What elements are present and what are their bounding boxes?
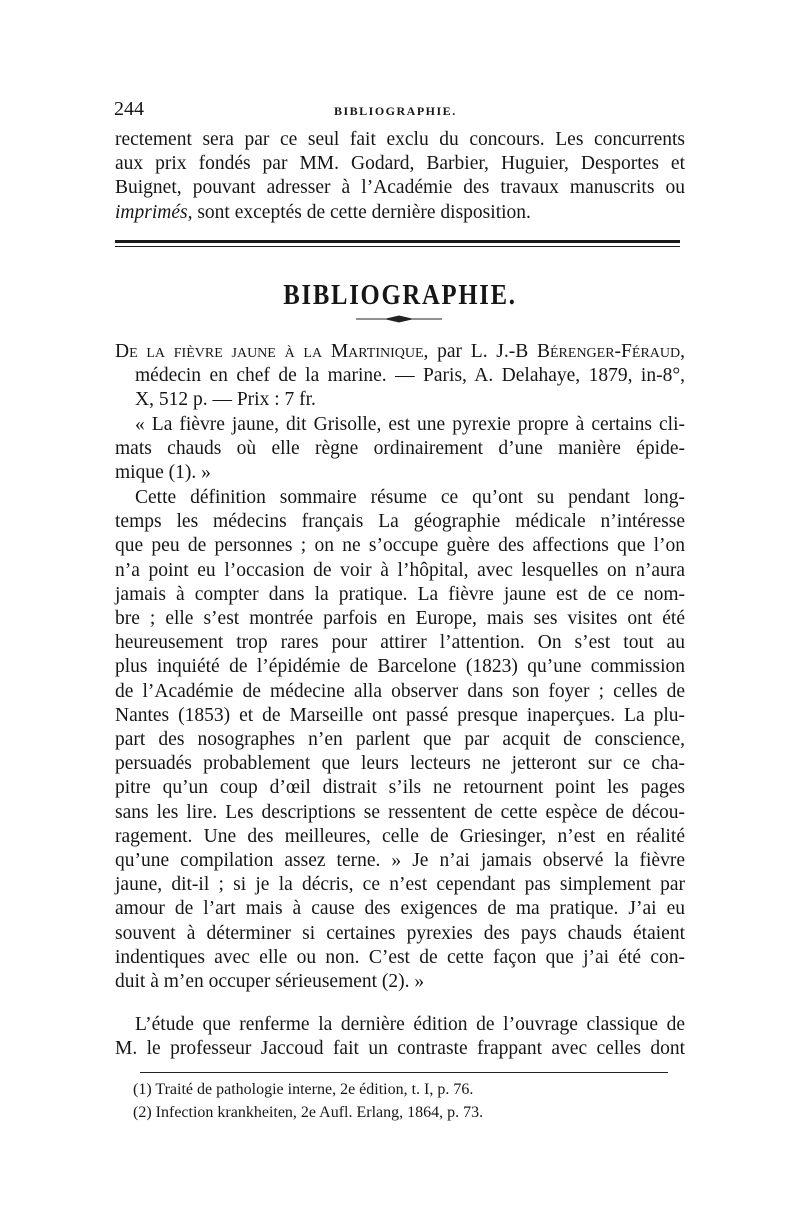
text-line: souvent à déterminer si certaines pyrexies des pays chauds étaient — [115, 922, 685, 944]
body-paragraph — [115, 1013, 685, 1061]
text-line: jamais à compter dans la pratique. La fièvre jaune est de ce nom- — [115, 583, 685, 605]
text-line: pitre qu’un coup d’œil distrait s’ils ne retournent point les pages — [115, 777, 685, 799]
text-line: M. le professeur Jaccoud fait un contraste frappant avec celles dont — [115, 1038, 685, 1060]
text-line — [115, 340, 685, 364]
section-title: BIBLIOGRAPHIE. — [283, 280, 517, 311]
text-line: ragement. Une des meilleures, celle de Griesinger, n’est en réalité — [115, 825, 685, 847]
text-fragment: sont exceptés de cette dernière disposition. — [192, 201, 531, 223]
text-line: Nantes (1853) et de Marseille ont passé presque inaperçues. La plu- — [115, 704, 685, 726]
text-line: indentiques avec elle ou non. C’est de cette façon que j’ai été con- — [115, 946, 685, 968]
footnote: (2) Infection krankheiten, 2e Aufl. Erlang, 1864, p. 73. — [133, 1104, 484, 1121]
text-line: sans les lire. Les descriptions se ressentent de cette espèce de décou- — [115, 801, 685, 823]
text-line: X, 512 p. — Prix : 7 fr. — [135, 389, 316, 411]
text-line — [115, 201, 685, 225]
ornament-divider — [356, 314, 442, 324]
text-line: n’a point eu l’occasion de voir à l’hôpital, avec lesquelles on n’aura — [115, 559, 685, 581]
text-fragment: par L. J.-B — [428, 341, 537, 362]
text-line: qu’une compilation assez terne. » Je n’ai jamais observé la fièvre — [115, 850, 685, 872]
text-line: mats chauds où elle règne ordinairement d’une manière épide- — [115, 438, 685, 460]
text-line: heureusement trop rares pour attirer l’attention. On s’est tout au — [115, 632, 685, 654]
text-line: duit à m’en occuper sérieusement (2). » — [115, 971, 425, 993]
page-header — [112, 98, 690, 122]
text-line: que peu de personnes ; on ne s’occupe guère des affections que l’on — [115, 535, 685, 557]
text-line: amour de l’art mais à cause des exigences de ma pratique. J’ai eu — [115, 898, 685, 920]
text-line: bre ; elle s’est montrée parfois en Europe, mais ses visites ont été — [115, 608, 685, 630]
intro-paragraph — [115, 128, 685, 225]
footnotes — [133, 1078, 693, 1124]
text-line: Cette définition sommaire résume ce qu’ont su pendant long- — [135, 487, 685, 508]
review-heading — [115, 340, 685, 413]
text-line: Buignet, pouvant adresser à l’Académie des travaux manuscrits ou — [115, 177, 685, 199]
footnote: (1) Traité de pathologie interne, 2e édition, t. I, p. 76. — [133, 1081, 474, 1098]
text-line: mique (1). » — [115, 462, 211, 484]
text-line: persuadés probablement que leurs lecteurs ne jetteront sur ce cha- — [115, 753, 685, 775]
text-line: temps les médecins français La géographie médicale n’intéresse — [115, 511, 685, 533]
text-line: rectement sera par ce seul fait exclu du concours. Les concurrents — [115, 129, 685, 150]
book-author: Bérenger-Féraud, — [537, 341, 685, 362]
double-rule-top — [115, 240, 680, 243]
text-line: jaune, dit-il ; si je la décris, ce n’est cependant pas simplement par — [115, 874, 685, 896]
text-line: « La fièvre jaune, dit Grisolle, est une pyrexie propre à certains cli- — [135, 414, 685, 435]
quote-paragraph — [115, 413, 685, 486]
text-line: médecin en chef de la marine. — Paris, A. Delahaye, 1879, in-8°, — [135, 365, 685, 387]
body-paragraph — [115, 486, 685, 994]
page-number: 244 — [114, 98, 144, 120]
text-line: de l’Académie de médecine alla observer dans son foyer ; celles de — [115, 680, 685, 702]
italic-word: imprimés, — [115, 201, 193, 223]
text-line: plus inquiété de l’épidémie de Barcelone (1823) qu’une commission — [115, 656, 685, 678]
text-line: aux prix fondés par MM. Godard, Barbier, Huguier, Desportes et — [115, 153, 685, 175]
footnote-rule — [140, 1072, 668, 1073]
text-line: L’étude que renferme la dernière édition de l’ouvrage classique de — [135, 1014, 685, 1035]
running-title: BIBLIOGRAPHIE. — [334, 104, 457, 118]
book-title: De la fièvre jaune à la Martinique, — [115, 341, 429, 362]
text-line: part des nosographes n’en parlent que par acquit de conscience, — [115, 729, 685, 751]
double-rule-bottom — [115, 246, 680, 247]
